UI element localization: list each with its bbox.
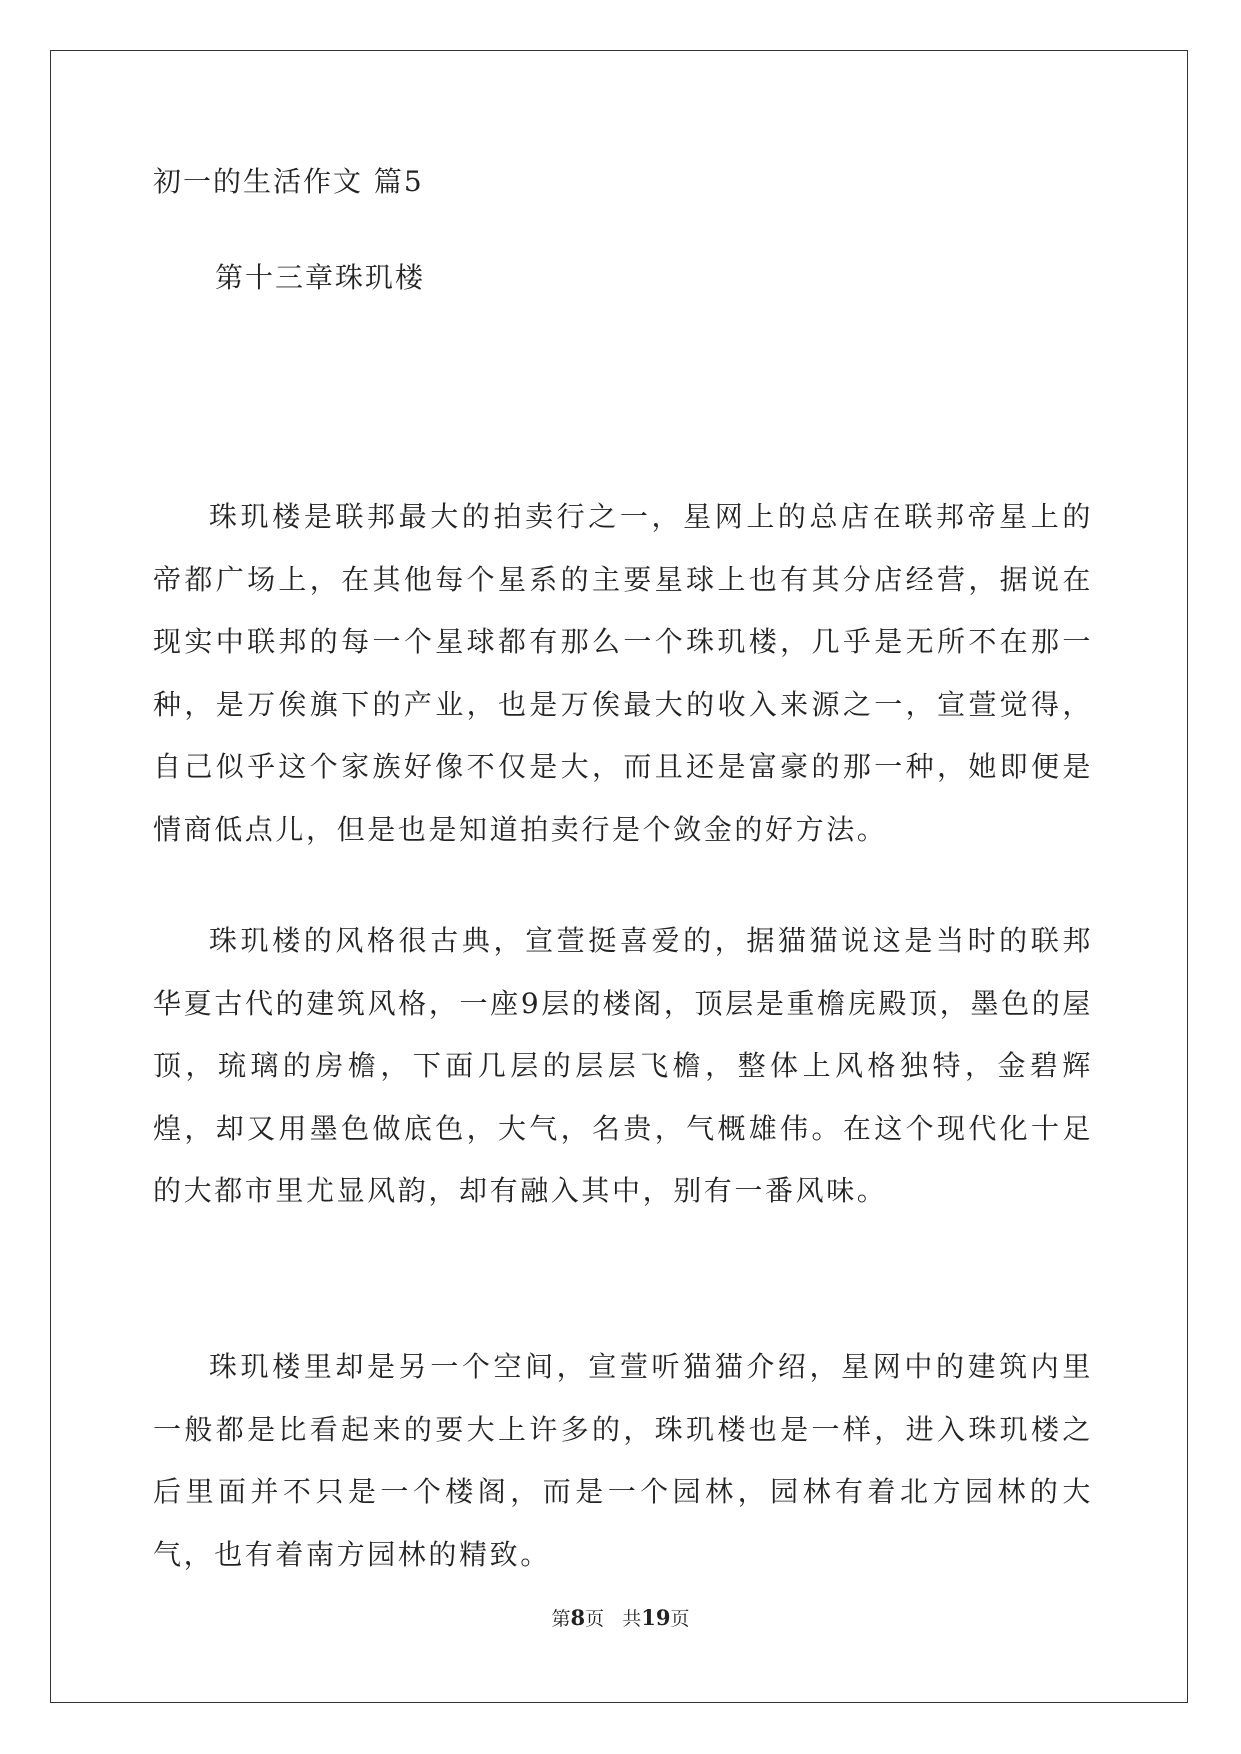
paragraph-2: 珠玑楼的风格很古典，宣萱挺喜爱的，据猫猫说这是当时的联邦华夏古代的建筑风格，一座9层的楼阁，顶层是重檐庑殿顶，墨色的屋顶，琉璃的房檐，下面几层的层层飞檐，整体上风格独特，金碧辉煌，却又用墨色做底色，大气，名贵，气概雄伟。在这个现代化十足的大都市里尤显风韵，却有融入其中，别有一番风味。 (153, 924, 1093, 1207)
page-footer (0, 1604, 1241, 1631)
chapter-heading: 第十三章珠玑楼 (215, 261, 426, 294)
document-title: 初一的生活作文 篇5 (153, 165, 424, 198)
footer-total-prefix: 共 (622, 1608, 642, 1630)
current-page-number: 8 (570, 1605, 586, 1630)
paragraph-1: 珠玑楼是联邦最大的拍卖行之一，星网上的总店在联邦帝星上的帝都广场上，在其他每个星系的主要星球上也有其分店经营，据说在现实中联邦的每一个星球都有那么一个珠玑楼，几乎是无所不在那一种，是万俟旗下的产业，也是万俟最大的收入来源之一，宣萱觉得，自己似乎这个家族好像不仅是大，而且还是富豪的那一种，她即便是情商低点儿，但是也是知道拍卖行是个敛金的好方法。 (153, 500, 1093, 846)
footer-prefix: 第 (551, 1608, 571, 1630)
footer-page-suffix: 页 (585, 1608, 605, 1630)
paragraph-3: 珠玑楼里却是另一个空间，宣萱听猫猫介绍，星网中的建筑内里一般都是比看起来的要大上许多的，珠玑楼也是一样，进入珠玑楼之后里面并不只是一个楼阁，而是一个园林，园林有着北方园林的大气，也有着南方园林的精致。 (153, 1350, 1093, 1571)
footer-total-suffix: 页 (670, 1608, 690, 1630)
total-pages-number: 19 (641, 1605, 671, 1630)
